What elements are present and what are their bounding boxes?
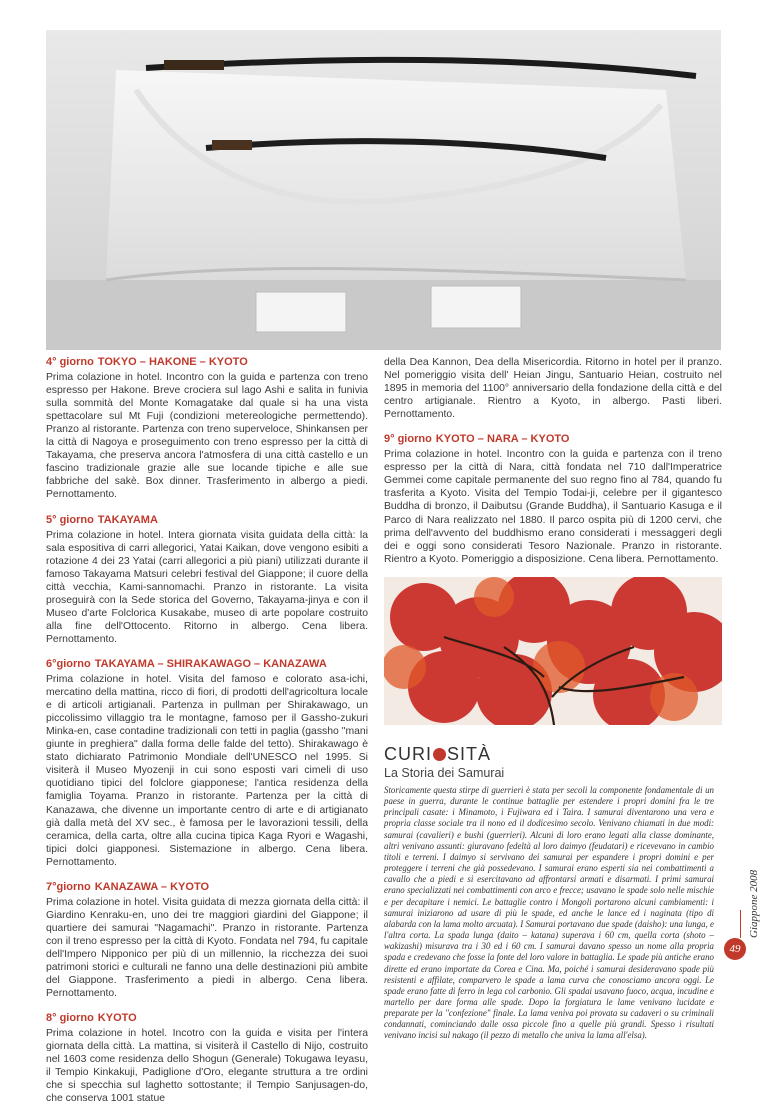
day-number: 8° giorno [46, 1012, 94, 1025]
day-text: Prima colazione in hotel. Incontro con la guida e partenza con il treno espresso per la città di Nara, città fondata nel 710 dall'Imperatrice Gemmei come capitale permanente del suo regno fino al 784, quando fu trasferita a Kyoto. Visita del Tempio Todai-ji, celebre per il gigantesco Buddha di bronzo, il Daibutsu (Grande Buddha), il Santuario Kasuga e il Parco di Nara realizzato nel 1880. Il parco ospita più di 1200 cervi, che prima dell'avvento del buddhismo erano considerati i messaggeri degli dei e oggi sono considerati Tesoro Nazionale. Pranzo in ristorante. Rientro a Kyoto. Pomeriggio a disposizione. Cena libera. Pernottamento. [384, 449, 722, 565]
day-heading [46, 1012, 368, 1025]
day-text: Prima colazione in hotel. Visita del famoso e colorato asa-ichi, mercatino della mattina, ricco di fiori, di prodotti dell'agricoltura locale e di articoli artigianali. Partenza in pullman per Shirakawago, un piccolissimo villaggio tra le montagne, famoso per il Gassho-zukuri Minka-en, case contadine tradizionali con tetti in paglia (gassho "mani giunte in preghiera" dalla forma delle falde del tetto). Shirakawago è stato dichiarato Patrimonio Mondiale dell'UNESCO nel 1995. Si visiterà il Museo Myozenji in cui sono esposti vari cimeli di uso quotidiano tipici del folclore giapponese; l'antica residenza della famiglia Toyama. Pranzo in ristorante. Partenza per la città di Kanazawa, che divenne un importante centro di arte e di artigianato già dalla metà del XV sec., è famosa per le lavorazioni tessili, della ceramica, della carta, oltre alla cucina tipica Kaga Ryori e Wagashi, tipici dolci giapponesi. Sistemazione in albergo. Cena libera. Pernottamento. [46, 674, 368, 868]
day-heading [384, 433, 722, 446]
day-heading [46, 658, 368, 671]
day-text: della Dea Kannon, Dea della Misericordia. Ritorno in hotel per il pranzo. Nel pomeriggio visita dell' Heian Jingu, Santuario Heian, costruito nel 1895 in memoria del 1100° anniversario della fondazione della città e del centro artigianale. Rientro a Kyoto, in albergo. Pasti liberi. Pernottamento. [384, 357, 722, 421]
day-number: 7°giorno [46, 880, 91, 893]
page-number-line [740, 910, 741, 938]
day-number: 9° giorno [384, 433, 432, 446]
side-label-text: Giappone 2008 [748, 869, 760, 938]
curiosita-title-part-b: SITÀ [447, 744, 492, 764]
curiosita-title-part-a: CURI [384, 744, 432, 764]
day-heading [46, 356, 368, 369]
day-7 [46, 881, 368, 1000]
curiosita-heading [384, 744, 504, 780]
day-route: TAKAYAMA [97, 513, 158, 526]
day-number: 5° giorno [46, 513, 94, 526]
itinerary-left-column [46, 356, 368, 1117]
day-4 [46, 356, 368, 502]
day-text: Prima colazione in hotel. Incotro con la guida e visita per l'intera giornata della città. La mattina, si visiterà il Castello di Nijo, costruito nel 1603 come residenza dello Shogun (Generale) Tokugawa Ieyasu, il Tempio Kinkakuji, Padiglione d'Oro, elegante struttura a tre ordini che si specchia sul laghetto sottostante; il Tempio Sanjusagen-do, che conserva 1001 statue [46, 1028, 368, 1105]
day-route: KYOTO – NARA – KYOTO [435, 433, 570, 446]
swords-photo [46, 30, 721, 350]
side-label [722, 860, 762, 940]
day-6 [46, 658, 368, 869]
day-5 [46, 514, 368, 646]
day-number: 6°giorno [46, 657, 91, 670]
day-route: KYOTO [97, 1012, 137, 1025]
day-route: TOKYO – HAKONE – KYOTO [97, 356, 248, 368]
curiosita-subtitle: La Storia dei Samurai [384, 766, 505, 780]
day-8 [46, 1012, 368, 1105]
day-8-continuation [384, 356, 722, 421]
samurai-history-text: Storicamente questa stirpe di guerrieri è stata per secoli la componente fondamentale di un paese in guerra, durante le continue battaglie per estendere i propri domini fra le tre principali casate: i Minamoto, i Fujiwara ed i Taira. I samurai diventarono una vera e propria classe sociale tra il nono ed il dodicesimo secolo. Venivano chiamati in due modi: samurai (cavalieri) e bushi (guerrieri). Alcuni di loro erano legati alla classe dominante, altri venivano assunti: giuravano fedeltà al loro daimyo (feudatari) e ricevevano in cambio titoli e terreni. I daimyo si servivano dei samurai per espandere i propri domini e per proteggere i terreni che già possedevano. I samurai erano esperti sia nei combattimenti a cavallo che a piedi e si esercitavano ad affrontarsi armati e disarmati. I primi samurai erano specializzati nei combattimenti con arco e frecce; usavano le spade solo nelle mischie e per decapitare i nemici. Le battaglie contro i Mongoli portarono alcuni cambiamenti: i samurai iniziarono ad usare di più le spade, ed anche le lance ed i naginata (tipo di alabarda con la lama molto arcuata). I Samurai portavano due spade (daisho): una lunga, e l'altra corta. La spada lunga (daito – katana) superava i 60 cm, quella corta (shoto – wakizashi) misurava tra i 30 ed i 60 cm. I samurai davano spesso un nome alla propria spada e credevano che fosse la fonte del loro valore in battaglia. Le spade più antiche erano dirette ed erano importate da Corea e Cina. Ma, poiché i samurai desideravano spade più resistenti e affilate, comparvero le spade a lama curva che conosciamo ancora oggi. Le spade erano fatte di ferro in lega col carbonio. Gli spadai usavano fuoco, acqua, incudine e martello per dare forma alle spade. Dopo la forgiatura le lame venivano lucidate e preparate per la "confezione" finale. La lama veniva poi provata su cadaveri o su criminali condannati, cominciando dalle ossa piccole fino a quelle più grandi. Spesso i risultati venivano incisi sul nakago (il pezzo di metallo che univa la lama all'elsa). [384, 785, 714, 1041]
day-heading [46, 881, 368, 894]
curiosita-title [384, 744, 504, 765]
day-route: KANAZAWA – KYOTO [94, 880, 210, 893]
day-text: Prima colazione in hotel. Visita guidata di mezza giornata della città: il Giardino Kenraku-en, uno dei tre maggiori giardini del Giappone; il quartiere dei samurai "Nagamachi". Pranzo in ristorante. Partenza con il treno espresso per la città di Kyoto. Fondata nel 794, fu capitale dell'Impero Nipponico per più di un millennio, la ricchezza dei suoi patrimoni storici e culturali ne fanno una delle destinazioni più ambite del Giappone. Trasferimento a piedi in albergo. Cena libera. Pernottamento. [46, 896, 368, 1000]
red-dot-icon [433, 748, 446, 761]
day-9 [384, 433, 722, 565]
day-heading [46, 514, 368, 527]
day-number: 4° giorno [46, 356, 94, 368]
day-text: Prima colazione in hotel. Incontro con la guida e partenza con treno espresso per Hakone. Breve crociera sul lago Ashi e salita in funivia sulla sommità del Monte Komagatake dal quale si ha una vista spettacolare sul Mt Fuji (condizioni metereologiche permettendo). Pranzo al ristorante. Partenza con treno superveloce, Shinkansen per la città di Nagoya e proseguimento con treno espresso per la città di Takayama, che preserva ancora l'atmosfera di una città castello e un fascino tradizionale grazie alle sue locande tipiche e alle sue fabbriche del sakè. Box dinner. Trasferimento in albergo a piedi. Pernottamento. [46, 372, 368, 501]
maple-tree-photo [384, 577, 722, 725]
day-text: Prima colazione in hotel. Intera giornata visita guidata della città: la sala espositiva di carri allegorici, Yatai Kaikan, dove vengono esibiti a rotazione 4 dei 23 Yatai (carri allegorici a più piani) utilizzati durante il famoso Takayama Matsuri celebri festival del Giappone; il cuore della città vecchia, Kami-sannomachi. Pranzo in ristorante. La visita proseguirà con la Sede storica del Governo, Takayama-jinya e con il Museo d'arte Folclorica Kusakabe, museo di arte popolare costruito alla fine dell'Ottocento. Ritorno in albergo. Cena libera. Pernottamento. [46, 529, 368, 645]
day-route: TAKAYAMA – SHIRAKAWAGO – KANAZAWA [94, 657, 327, 670]
page-number: 49 [724, 938, 746, 960]
